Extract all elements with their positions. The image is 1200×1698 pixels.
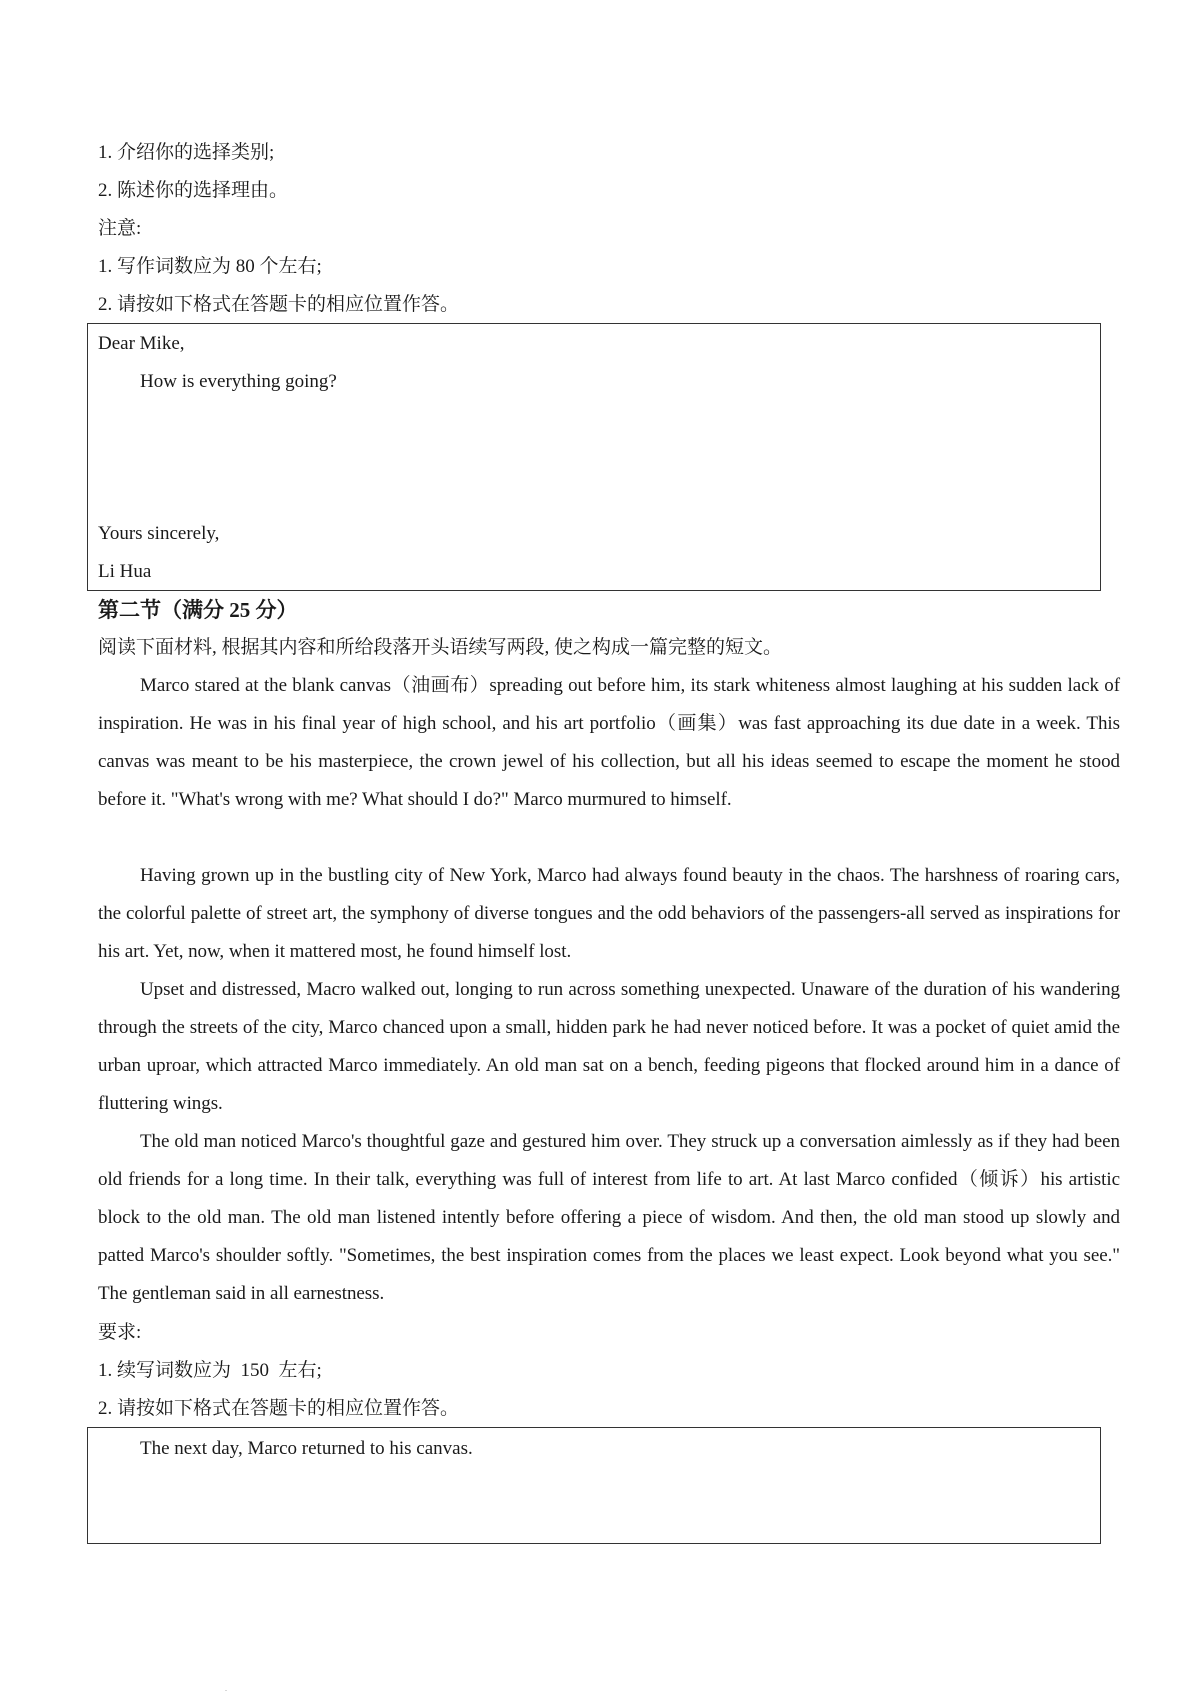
letter-answer-box xyxy=(87,323,1101,591)
note-item-1: 1. 写作词数应为 80 个左右; xyxy=(98,256,322,277)
note-item-2: 2. 请按如下格式在答题卡的相应位置作答。 xyxy=(98,294,460,315)
story-paragraph-2: Having grown up in the bustling city of New York, Marco had always found beauty in the chaos. The harshness of roaring cars, the colorful palette of street art, the symphony of diverse tongues and the odd behaviors of the passengers-all served as inspirations for his art. Yet, now, when it mattered most, he found himself lost. xyxy=(98,865,1120,962)
section-title: 第二节（满分 25 分） xyxy=(98,598,298,622)
continuation-opening: The next day, Marco returned to his canvas. xyxy=(140,1438,473,1459)
task-item-1: 1. 介绍你的选择类别; xyxy=(98,142,275,163)
section-instruction: 阅读下面材料, 根据其内容和所给段落开头语续写两段, 使之构成一篇完整的短文。 xyxy=(98,637,783,658)
letter-greeting: Dear Mike, xyxy=(98,333,185,354)
requirement-item-2: 2. 请按如下格式在答题卡的相应位置作答。 xyxy=(98,1398,460,1419)
letter-closing: Yours sincerely, xyxy=(98,523,220,544)
story-paragraph-3: Upset and distressed, Macro walked out, longing to run across something unexpected. Unaware of the duration of his wandering through the streets of the city, Marco chanced upon a small, hidden park he had never noticed before. It was a pocket of quiet amid the urban uproar, which attracted Marco immediately. An old man sat on a bench, feeding pigeons that flocked around him in a dance of fluttering wings. xyxy=(98,979,1120,1114)
letter-opening: How is everything going? xyxy=(140,371,337,392)
footer-mark: . xyxy=(225,1684,227,1693)
story-paragraph-4: The old man noticed Marco's thoughtful gaze and gestured him over. They struck up a conversation aimlessly as if they had been old friends for a long time. In their talk, everything was full of interest from life to art. At last Marco confided（倾诉）his artistic block to the old man. The old man listened intently before offering a piece of wisdom. And then, the old man stood up slowly and patted Marco's shoulder softly. "Sometimes, the best inspiration comes from the places we least expect. Look beyond what you see." The gentleman said in all earnestness. xyxy=(98,1131,1120,1304)
task-item-2: 2. 陈述你的选择理由。 xyxy=(98,180,289,201)
requirement-label: 要求: xyxy=(98,1322,142,1343)
letter-signature: Li Hua xyxy=(98,561,152,582)
note-label: 注意: xyxy=(98,218,142,239)
story-paragraph-1: Marco stared at the blank canvas（油画布）spreading out before him, its stark whiteness almost laughing at his sudden lack of inspiration. He was in his final year of high school, and his art portfolio（画集）was fast approaching its due date in a week. This canvas was meant to be his masterpiece, the crown jewel of his collection, but all his ideas seemed to escape the moment he stood before it. "What's wrong with me? What should I do?" Marco murmured to himself. xyxy=(98,675,1120,810)
requirement-item-1: 1. 续写词数应为 150 左右; xyxy=(98,1360,322,1381)
